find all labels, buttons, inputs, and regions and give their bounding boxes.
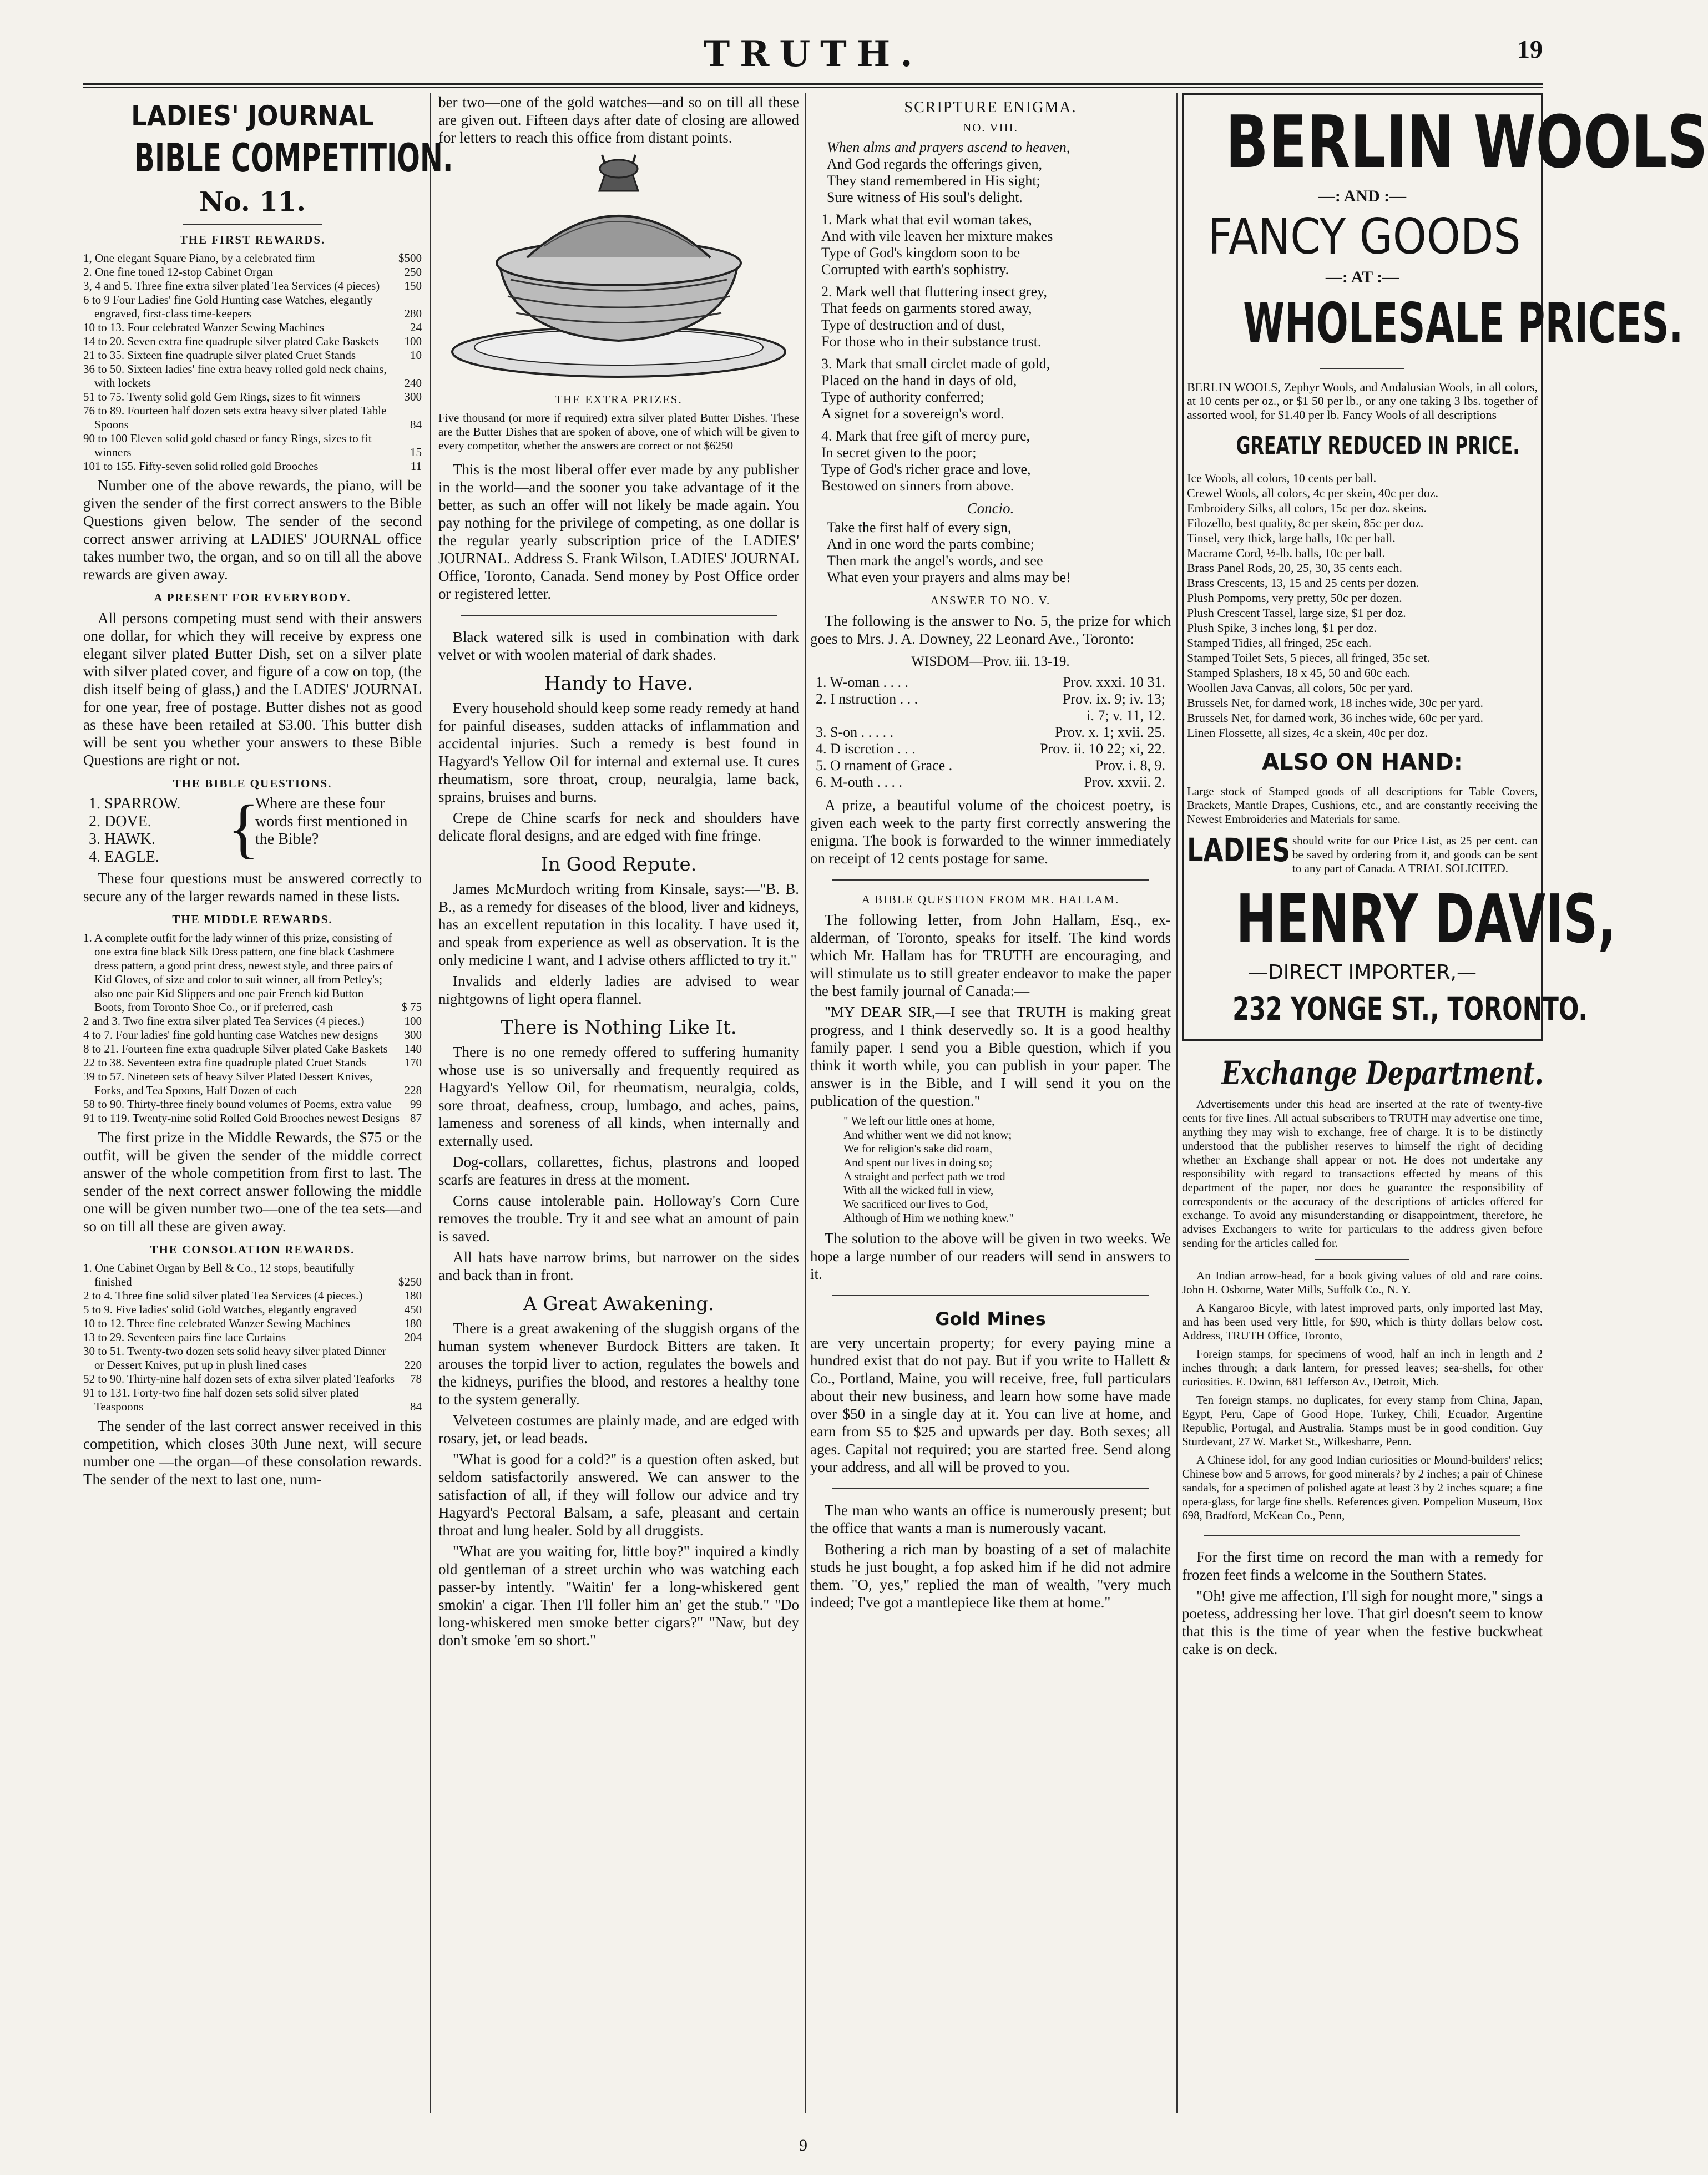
exchange-list [1182,1269,1543,1522]
ad-address: 232 YONGE ST., TORONTO. [1232,990,1588,1028]
ad-price-item: Filozello, best quality, 8c per skein, 85c per doz. [1187,516,1424,530]
paragraph: All hats have narrow brims, but narrower on the sides and back than in front. [438,1249,799,1283]
ad-price-list [1187,471,1538,740]
answer-reference: i. 7; v. 11, 12. [1087,707,1165,724]
top-rule [83,83,1543,85]
reward-value: 228 [404,1084,422,1097]
reward-item [83,1303,422,1317]
answer-reference: Prov. ix. 9; iv. 13; [1062,691,1165,707]
reward-value: 100 [404,1014,422,1028]
column-divider [805,93,806,2113]
ad-importer: —DIRECT IMPORTER,— [1248,961,1477,984]
reward-description: 22 to 38. Seventeen extra fine quadruple plated Cruet Stands [83,1056,366,1069]
paragraph: "MY DEAR SIR,—I see that TRUTH is making great progress, and I think deservedly so. It is a good healthy family paper. I send you a Bible question, which if you think it worth while, you can publish in your paper. The answer is in the Bible, and I will send it you on the publication of the question." [810,1004,1171,1109]
paragraph: There is no one remedy offered to suffering humanity whose use is so universally and frequently required as Hagyard's Yellow Oil, for rheumatism, neuralgia, colds, sore throat, deafness, croup, lumbago, and aches, pains, lameness and soreness of all kinds, when internally and externally used. [438,1044,799,1149]
ad-price-item: Stamped Splashers, 18 x 45, 50 and 60c each. [1187,666,1411,680]
answer-row [810,774,1171,791]
reward-description: 2 and 3. Two fine extra silver plated Tea Services (4 pieces.) [83,1014,365,1028]
reward-item [83,1042,422,1056]
reward-description: 4 to 7. Four ladies' fine gold hunting case Watches new designs [83,1028,378,1041]
reward-item [83,390,422,404]
reward-value: 140 [404,1042,422,1055]
paragraph: All persons competing must send with their answers one dollar, for which they will receive by express one elegant silver plated Butter Dish, set on a silver plate with silver plated cover, and figure of a cow on top, (the dish itself being of glass,) and the LADIES' JOURNAL for one year, free of postage. Butter dishes not as good as these have been retailed at $3.00. This butter dish will be sent you whether your answers to these Bible Questions are right or not. [83,610,422,768]
reward-item [83,1331,422,1344]
reward-value: 300 [404,390,422,403]
butter-dish-icon [438,152,799,385]
enigma-line: Sure witness of His soul's delight. [827,189,1023,205]
reward-item [83,1111,422,1125]
column-3 [810,93,1171,2113]
paragraph: The man who wants an office is numerously present; but the office that wants a man is numerously vacant. [810,1502,1171,1536]
ad-wholesale-prices: WHOLESALE PRICES. [1243,291,1684,356]
reward-description: 3, 4 and 5. Three fine extra silver plated Tea Services (4 pieces) [83,279,380,292]
exchange-item: Foreign stamps, for specimens of wood, half an inch in length and 2 inches through; a dark lantern, for pressed leaves; sea-shells, for other curiosities. E. Dwinn, 681 Jefferson Av., Detroit, Mich. [1182,1347,1543,1388]
reward-value: 24 [410,321,422,334]
divider [1320,368,1404,369]
enigma-line: That feeds on garments stored away, [821,300,1032,316]
consolation-heading: THE CONSOLATION REWARDS. [150,1243,355,1256]
reward-description: 13 to 29. Seventeen pairs fine lace Curtains [83,1331,286,1344]
concio-line: And in one word the parts combine; [827,536,1035,552]
answer-row [810,741,1171,757]
column-2 [438,93,799,2113]
enigma-stanza [810,428,1171,494]
divider [832,879,1149,881]
paragraph: There is a great awakening of the sluggish organs of the human system whenever Burdock Bitters are taken. It arouses the torpid liver to action, regulates the bowels and the kidneys, purifies the blood, and restores a healthy tone to the system generally. [438,1320,799,1408]
reward-description: 91 to 119. Twenty-nine solid Rolled Gold Brooches newest Designs [83,1111,400,1125]
reward-item [83,1344,422,1372]
answer-word: 6. M-outh . . . . [816,774,902,790]
reward-description: 6 to 9 Four Ladies' fine Gold Hunting case Watches, elegantly engraved, first-class time-keepers [83,293,373,320]
reward-value: 100 [404,335,422,348]
reward-item [83,1289,422,1303]
enigma-line: 4. Mark that free gift of mercy pure, [821,428,1030,444]
enigma-line: Type of God's richer grace and love, [821,461,1031,477]
enigma-line: 2. Mark well that fluttering insect grey, [821,284,1047,300]
column-4 [1182,93,1708,2113]
ad-ladies-block [1187,831,1538,876]
hallam-heading: A BIBLE QUESTION FROM MR. HALLAM. [861,893,1120,906]
answer-row [810,757,1171,774]
ad-price-item: Linen Flossette, all sizes, 4c a skein, 40c per doz. [1187,726,1428,740]
enigma-stanza [810,284,1171,350]
paragraph: are very uncertain property; for every paying mine a hundred exist that do not pay. But if you write to Hallett & Co., Portland, Maine, you will receive, free, full particulars about their new business, and learn how some have made over $50 in a single day at it. You can live at home, and earn from $5 to $25 and upwards per day. Both sexes; all ages. Capital not required; you are started free. Send along your address, and all will be proved to you. [810,1334,1171,1475]
paragraph: Invalids and elderly ladies are advised to wear nightgowns of light opera flannel. [438,973,799,1007]
reward-value: 450 [404,1303,422,1316]
reward-item [83,1317,422,1331]
reward-item [83,321,422,335]
first-rewards-list [83,251,422,473]
divider [1204,1535,1520,1536]
concio-label: Concio. [967,500,1014,517]
reward-value: 84 [410,1400,422,1413]
divider [461,615,777,616]
enigma-line: In secret given to the poor; [821,444,977,461]
reward-item [83,348,422,362]
ad-intro: BERLIN WOOLS, Zephyr Wools, and Andalusian Wools, in all colors, at 10 cents per oz., or $1 50 per lb., or any one taking 3 lbs. together of assorted wool, for $1.40 per lb. Fancy Wools of all descriptions [1187,380,1538,422]
paragraph: Black watered silk is used in combination with dark velvet or with woolen material of dark shades. [438,629,799,663]
exchange-item: Ten foreign stamps, no duplicates, for every stamp from China, Japan, Egypt, Peru, Cape of Good Hope, Turkey, Chili, Ecuador, Argentine Republic, Portugal, and Australia. Stamps must be in good condition. Guy Sturdevant, 27 W. Market St., Wilkesbarre, Penn. [1182,1393,1543,1448]
reward-value: $500 [398,251,422,265]
ad-price-item: Crewel Wools, all colors, 4c per skein, 40c per doz. [1187,486,1438,500]
answer-reference: Prov. x. 1; xvii. 25. [1054,724,1165,740]
reward-description: 8 to 21. Fourteen fine extra quadruple Silver plated Cake Baskets [83,1042,388,1055]
concio-line: Take the first half of every sign, [827,519,1012,535]
reward-value: 99 [410,1097,422,1111]
paragraph: These four questions must be answered correctly to secure any of the larger rewards named in these lists. [83,870,422,904]
wisdom-heading: WISDOM—Prov. iii. 13-19. [911,654,1070,669]
competition-heading: BIBLE COMPETITION. [134,135,453,181]
enigma-line: And God regards the offerings given, [827,156,1042,172]
answer-row [810,674,1171,691]
reward-description: 30 to 51. Twenty-two dozen sets solid heavy silver plated Dinner or Dessert Knives, put up in plush lined cases [83,1344,386,1372]
ad-price-item: Brussels Net, for darned work, 36 inches wide, 60c per yard. [1187,711,1483,725]
reward-item [83,931,422,1014]
reward-value: 87 [410,1111,422,1125]
article-heading: There is Nothing Like It. [501,1016,737,1039]
ad-reduced: GREATLY REDUCED IN PRICE. [1236,432,1520,460]
verse-line: With all the wicked full in view, [843,1183,994,1197]
reward-value: 280 [404,307,422,320]
verse-line: We sacrificed our lives to God, [843,1197,988,1211]
paragraph: Bothering a rich man by boasting of a set of malachite studs he just bought, a fop asked him if he did not admire them. "O, yes," replied the man of wealth, "very much indeed; I've got a mantlepiece like them at home." [810,1541,1171,1611]
reward-item [83,251,422,265]
middle-rewards-list [83,931,422,1125]
verse-line: Although of Him we nothing knew." [843,1211,1014,1225]
enigma-line: Type of destruction and of dust, [821,317,1005,333]
paragraph: Velveteen costumes are plainly made, and are edged with rosary, jet, or lead beads. [438,1412,799,1446]
enigma-line: Placed on the hand in days of old, [821,372,1017,388]
reward-value: 170 [404,1056,422,1069]
reward-value: 10 [410,348,422,362]
verse-line: And whither went we did not know; [843,1128,1012,1141]
column-divider [430,93,431,2113]
reward-item [83,432,422,459]
paragraph: Crepe de Chine scarfs for neck and shoulders have delicate floral designs, and are edged with fine fringe. [438,810,799,844]
reward-description: 36 to 50. Sixteen ladies' fine extra heavy rolled gold neck chains, with lockets [83,362,387,390]
masthead-title: TRUTH. [703,33,923,75]
divider [832,1488,1149,1489]
reward-value: 240 [404,376,422,390]
question: 4. EAGLE. [89,848,159,866]
butter-dish-illustration [438,152,799,385]
divider [183,224,322,225]
ad-price-item: Tinsel, very thick, large balls, 10c per ball. [1187,531,1396,545]
reward-value: 180 [404,1289,422,1302]
reward-item [83,459,422,473]
ad-price-item: Stamped Tidies, all fringed, 25c each. [1187,636,1372,650]
paragraph: A prize, a beautiful volume of the choicest poetry, is given each week to the party first correctly answering the enigma. The book is forwarded to the winner immediately on receipt of 12 cents postage for same. [810,797,1171,867]
reward-value: 300 [404,1028,422,1041]
exchange-item: An Indian arrow-head, for a book giving values of old and rare coins. John H. Osborne, Water Mills, Suffolk Co., N. Y. [1182,1269,1543,1296]
paragraph: ber two—one of the gold watches—and so on till all these are given out. Fifteen days after date of closing are allowed for letters to reach this office from distant points. [438,94,799,146]
verse-line: We for religion's sake did roam, [843,1142,993,1155]
ad-price-item: Plush Spike, 3 inches long, $1 per doz. [1187,621,1377,635]
concio-line: Then mark the angel's words, and see [827,553,1043,569]
enigma-stanza [810,356,1171,422]
enigma-line: Bestowed on sinners from above. [821,478,1014,494]
ad-price-item: Brass Crescents, 13, 15 and 25 cents per dozen. [1187,576,1419,590]
reward-description: 5 to 9. Five ladies' solid Gold Watches, elegantly engraved [83,1303,357,1316]
verse-line: And spent our lives in doing so; [843,1156,993,1169]
reward-value: 15 [410,446,422,459]
enigma-line: When alms and prayers ascend to heaven, [827,139,1070,155]
article-heading: A Great Awakening. [523,1293,714,1315]
exchange-intro: Advertisements under this head are inserted at the rate of twenty-five cents for five lines. All actual subscribers to TRUTH may advertise one time, anything they may wish to exchange, free of charge. It is to be distinctly understood that the publisher reserves to himself the right of deciding whether an Exchange shall appear or not. He does not undertake any responsibility with regard to transactions effected by means of this department of the paper, nor does he guarantee the responsibility of correspondents or the accuracy of the descriptions of articles offered for exchange. To avoid any misunderstanding or disappointment, therefore, he advises Exchangers to write for particulars to the address given before sending for the articles called for. [1182,1097,1543,1250]
ad-price-item: Woollen Java Canvas, all colors, 50c per yard. [1187,681,1413,695]
paragraph: The following letter, from John Hallam, Esq., ex-alderman, of Toronto, speaks for itself. The kind words which Mr. Hallam has for TRUTH are encouraging, and will stimulate us to still greater endeavor to make the paper the best family journal of Canada:— [810,912,1171,999]
reward-item [83,1372,422,1386]
reward-description: 14 to 20. Seven extra fine quadruple silver plated Cake Baskets [83,335,379,348]
enigma-line: They stand remembered in His sight; [827,173,1040,189]
paragraph: "What is good for a cold?" is a question often asked, but seldom satisfactorily answered. We can answer to the satisfaction of all, if they will follow our advice and try Hagyard's Pectoral Balsam, a safe, pleasant and certain throat and lung healer. Sold by all druggists. [438,1451,799,1539]
brace: { [228,791,260,865]
answer-word: 4. D iscretion . . . [816,741,916,757]
reward-item [83,279,422,293]
enigma-line: Type of God's kingdom soon to be [821,245,1020,261]
answer-heading: ANSWER TO NO. V. [930,594,1051,607]
reward-value: 204 [404,1331,422,1344]
ad-also-text: Large stock of Stamped goods of all descriptions for Table Covers, Brackets, Mantle Drapes, Cushions, etc., and are constantly receiving the Newest Embroideries and Materials for same. [1187,785,1538,826]
ad-price-item: Brussels Net, for darned work, 18 inches wide, 30c per yard. [1187,696,1483,710]
reward-value: 78 [410,1372,422,1385]
answer-list [810,674,1171,791]
masthead [83,22,1543,83]
divider [832,1295,1149,1296]
enigma-line: 1. Mark what that evil woman takes, [821,211,1032,227]
article-heading: Handy to Have. [544,672,694,695]
reward-description: 1. One Cabinet Organ by Bell & Co., 12 stops, beautifully finished [83,1261,355,1288]
ad-price-item: Ice Wools, all colors, 10 cents per ball. [1187,471,1377,485]
reward-value: $250 [398,1275,422,1288]
reward-item [83,1386,422,1414]
answer-row [810,724,1171,741]
answer-reference: Prov. ii. 10 22; xi, 22. [1040,741,1165,757]
reward-description: 2 to 4. Three fine solid silver plated Tea Services (4 pieces.) [83,1289,363,1302]
paragraph: Every household should keep some ready remedy at hand for painful diseases, sudden attacks of inflammation and accidental injuries. Such a remedy is best found in Hagyard's Yellow Oil for internal and external use. It cures rheumatism, sore throat, croup, neuralgia, lame back, sprains, bruises and burns. [438,700,799,805]
reward-value: 84 [410,418,422,431]
reward-item [83,1070,422,1097]
ad-berlin-wools: BERLIN WOOLS [1225,100,1708,184]
answer-word: 1. W-oman . . . . [816,674,909,690]
enigma-line: For those who in their substance trust. [821,333,1042,350]
column-divider [1176,93,1178,2113]
reward-value: 220 [404,1358,422,1372]
paragraph: The following is the answer to No. 5, the prize for which goes to Mrs. J. A. Downey, 22 Leonard Ave., Toronto: [810,613,1171,647]
concio-lines [810,519,1171,586]
reward-description: 101 to 155. Fifty-seven solid rolled gold Brooches [83,459,319,473]
paragraph: Dog-collars, collarettes, fichus, plastrons and looped scarfs are features in dress at the moment. [438,1154,799,1188]
question: 1. SPARROW. [89,795,181,812]
answer-word: 3. S-on . . . . . [816,724,894,740]
reward-item [83,1014,422,1028]
reward-value: 180 [404,1317,422,1330]
reward-value: 150 [404,279,422,292]
reward-value: $ 75 [401,1000,422,1014]
enigma-line: Corrupted with earth's sophistry. [821,261,1009,277]
reward-description: 1. A complete outfit for the lady winner of this prize, consisting of one extra fine black Silk Dress pattern, one fine black Cashmere dress pattern, a good print dress, newest style, and three pairs of Kid Gloves, of size and color to suit winner, all from Petley's; also one pair Kid Slippers and one pair French kid Button Boots, from Toronto Shoe Co., or if preferred, cash [83,931,395,1014]
footer-mark: 9 [799,2136,807,2154]
verse-line: A straight and perfect path we trod [843,1170,1005,1183]
page-number: 19 [1517,35,1543,63]
paragraph: The first prize in the Middle Rewards, the $75 or the outfit, will be given the sender of the middle correct answer of the whole competition from first to last. The sender of the next correct answer following the middle one will be given number two—one of the tea sets—and so on till all these are given away. [83,1129,422,1235]
enigma-intro [810,139,1171,206]
question: 2. DOVE. [89,813,151,830]
reward-value: 250 [404,265,422,279]
enigma-number: NO. VIII. [963,121,1018,134]
enigma-line: A signet for a sovereign's word. [821,406,1004,422]
ad-price-item: Plush Crescent Tassel, large size, $1 per doz. [1187,606,1406,620]
reward-item [83,293,422,321]
exchange-item: A Kangaroo Bicyle, with latest improved parts, only imported last May, and has been used very little, for $90, which is thirty dollars below cost. Address, TRUTH Office, Toronto, [1182,1301,1543,1342]
reward-description: 21 to 35. Sixteen fine quadruple silver plated Cruet Stands [83,348,356,362]
answer-word: 5. O rnament of Grace . [816,757,953,773]
reward-description: 1, One elegant Square Piano, by a celebrated firm [83,251,315,265]
paragraph: "What are you waiting for, little boy?" inquired a kindly old gentleman of a street urchin who was watching each passer-by intently. "Waitin' fer a long-whiskered gent smokin' a cigar. Then I'll foller him an' get the stub." "Do long-whiskered men smoke better cigars?" "Naw, but dey don't smoke 'em so short." [438,1543,799,1648]
enigma-line: And with vile leaven her mixture makes [821,228,1053,244]
ad-ladies: LADIES [1187,831,1291,869]
journal-heading: LADIES' JOURNAL [131,100,374,132]
reward-description: 10 to 13. Four celebrated Wanzer Sewing Machines [83,321,325,334]
questions-note: Where are these four words first mentioned in the Bible? [255,795,408,848]
reward-item [83,404,422,432]
paragraph: The solution to the above will be given in two weeks. We hope a large number of our readers will send in answers to it. [810,1230,1171,1282]
paragraph: The sender of the last correct answer received in this competition, which closes 30th June next, will secure number one —the organ—of these consolation rewards. The sender of the next to last one, num- [83,1418,422,1488]
paragraph: James McMurdoch writing from Kinsale, says:—"B. B. B., as a remedy for diseases of the blood, liver and kidneys, has an excellent reputation in this locality. I have used it, and speak from experience as well as observation. It is the only medicine I want, and I advise others afflicted to try it." [438,881,799,968]
ad-henry-davis: HENRY DAVIS, [1236,881,1616,958]
reward-description: 76 to 89. Fourteen half dozen sets extra heavy silver plated Table Spoons [83,404,387,431]
enigma-stanza [810,211,1171,278]
advertisement-box [1182,93,1708,1041]
reward-description: 39 to 57. Nineteen sets of heavy Silver Plated Dessert Knives, Forks, and Tea Spoons, Half Dozen of each [83,1070,373,1097]
extra-prize-text: Five thousand (or more if required) extra silver plated Butter Dishes. These are the Butter Dishes that are spoken of above, one of which will be given to every competitor, whether the answers are correct or not $6250 [438,411,799,452]
competition-number: No. 11. [199,186,306,218]
enigma-line: 3. Mark that small circlet made of gold, [821,356,1050,372]
ad-at: —: AT :— [1325,268,1399,286]
ad-price-item: Stamped Toilet Sets, 5 pieces, all fringed, 35c set. [1187,651,1430,665]
reward-item [83,1056,422,1070]
answer-reference: Prov. xxvii. 2. [1084,774,1165,790]
paragraph: Corns cause intolerable pain. Holloway's Corn Cure removes the trouble. Try it and see what an amount of pain is saved. [438,1192,799,1245]
ad-price-item: Embroidery Silks, all colors, 15c per doz. skeins. [1187,501,1427,515]
ad-price-item: Brass Panel Rods, 20, 25, 30, 35 cents each. [1187,561,1402,575]
reward-item [83,1097,422,1111]
reward-description: 10 to 12. Three fine celebrated Wanzer Sewing Machines [83,1317,350,1330]
reward-description: 90 to 100 Eleven solid gold chased or fancy Rings, sizes to fit winners [83,432,372,459]
paragraph: "Oh! give me affection, I'll sigh for nought more," sings a poetess, addressing her love. That girl doesn't seem to know that this is the time of year when the festive buckwheat cake is on deck. [1182,1587,1543,1657]
verse-line: " We left our little ones at home, [843,1114,995,1127]
exchange-item: A Chinese idol, for any good Indian curiosities or Mound-builders' relics; Chinese bow and 5 arrows, for good minerals? by 2 inches; a pair of Chinese sandals, for a specimen of polished agate at least 3 by 2 inches square; a fine opera-glass, for large fine shells. References given. Pompelion Museum, Box 698, Bradford, McKean Co., Penn, [1182,1453,1543,1522]
middle-rewards-heading: THE MIDDLE REWARDS. [172,913,333,926]
divider [1315,1259,1409,1260]
top-rule-thin [83,87,1543,88]
bible-questions [83,791,422,866]
reward-item [83,1028,422,1042]
first-rewards-heading: THE FIRST REWARDS. [179,233,326,246]
answer-row [810,691,1171,707]
hallam-verse [810,1114,1171,1225]
present-heading: A PRESENT FOR EVERYBODY. [154,591,351,604]
enigma-line: Type of authority conferred; [821,389,984,405]
reward-value: 11 [410,459,422,473]
question: 3. HAWK. [89,831,155,848]
answer-reference: Prov. i. 8, 9. [1095,757,1165,773]
reward-description: 91 to 131. Forty-two fine half dozen sets solid silver plated Teaspoons [83,1386,359,1413]
ad-price-item: Plush Pompoms, very pretty, 50c per dozen. [1187,591,1402,605]
ad-ladies-text: should write for our Price List, as 25 per cent. can be saved by ordering from it, and goods can be sent to any part of Canada. A TRIAL SOLICITED. [1292,834,1538,875]
illustration-caption: THE EXTRA PRIZES. [555,393,683,406]
article-heading: In Good Repute. [540,853,697,876]
exchange-heading: Exchange Department. [1221,1054,1544,1092]
reward-item [83,335,422,348]
ad-also-on-hand: ALSO ON HAND: [1262,750,1463,775]
reward-item [83,265,422,279]
ad-and: —: AND :— [1318,187,1407,205]
reward-description: 2. One fine toned 12-stop Cabinet Organ [83,265,273,279]
questions-heading: THE BIBLE QUESTIONS. [173,777,332,790]
gold-mines-heading: Gold Mines [935,1308,1046,1329]
paragraph: This is the most liberal offer ever made by any publisher in the world—and the sooner you take advantage of it the better, as such an offer will not likely be made again. You pay nothing for the privilege of competing, as one dollar is the regular yearly subscription price of the LADIES' JOURNAL. Address S. Frank Wilson, LADIES' JOURNAL Office, Toronto, Canada. Send money by Post Office order or registered letter. [438,461,799,602]
reward-item [83,362,422,390]
enigma-heading: SCRIPTURE ENIGMA. [904,99,1077,116]
consolation-rewards-list [83,1261,422,1414]
reward-item [83,1261,422,1289]
enigma-stanzas [810,211,1171,494]
column-1 [83,93,453,2113]
reward-description: 58 to 90. Thirty-three finely bound volumes of Poems, extra value [83,1097,392,1111]
paragraph: For the first time on record the man with a remedy for frozen feet finds a welcome in the Southern States. [1182,1549,1543,1583]
ad-fancy-goods: FANCY GOODS [1207,208,1521,265]
concio-line: What even your prayers and alms may be! [827,569,1071,585]
answer-word: 2. I nstruction . . . [816,691,918,707]
reward-description: 51 to 75. Twenty solid gold Gem Rings, sizes to fit winners [83,390,361,403]
paragraph: Number one of the above rewards, the piano, will be given the sender of the first correct answers to the Bible Questions given below. The sender of the second correct answer arriving at LADIES' JOURNAL office takes number two, the organ, and so on till all the above rewards are given away. [83,477,422,583]
ad-price-item: Macrame Cord, ½-lb. balls, 10c per ball. [1187,546,1386,560]
answer-reference: Prov. xxxi. 10 31. [1063,674,1165,690]
answer-row [810,707,1171,724]
reward-description: 52 to 90. Thirty-nine half dozen sets of extra silver plated Teaforks [83,1372,395,1385]
